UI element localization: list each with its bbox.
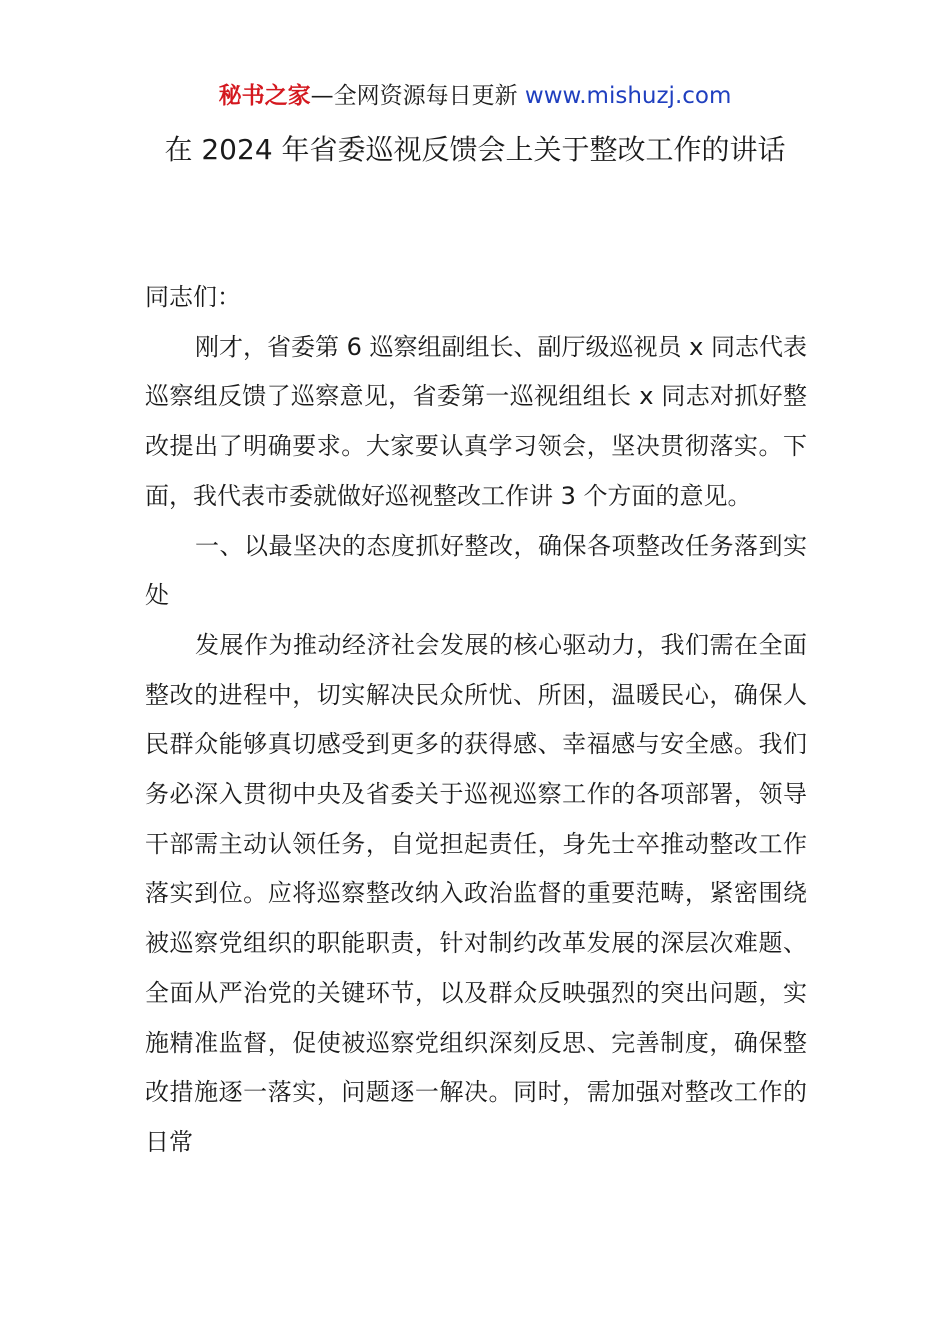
section-heading-1: 一、以最坚决的态度抓好整改，确保各项整改任务落到实处 bbox=[145, 531, 807, 610]
site-url-link[interactable]: www.mishuzj.com bbox=[524, 83, 732, 109]
site-brand: 秘书之家 bbox=[218, 83, 311, 109]
document-title: 在 2024 年省委巡视反馈会上关于整改工作的讲话 bbox=[164, 133, 786, 166]
paragraph-intro: 刚才，省委第 6 巡察组副组长、副厅级巡视员 x 同志代表巡察组反馈了巡察意见，省委第一巡视组组长 x 同志对抓好整改提出了明确要求。大家要认真学习领会，坚决贯彻落实。下面，我代表市委就做好巡视整改工作讲 3 个方面的意见。 bbox=[145, 332, 807, 510]
document-body bbox=[145, 273, 807, 1168]
site-header bbox=[0, 80, 950, 112]
salutation: 同志们： bbox=[145, 283, 241, 311]
site-tagline: —全网资源每日更新 bbox=[310, 83, 525, 109]
paragraph-body: 发展作为推动经济社会发展的核心驱动力，我们需在全面整改的进程中，切实解决民众所忧、所困，温暖民心，确保人民群众能够真切感受到更多的获得感、幸福感与安全感。我们务必深入贯彻中央及省委关于巡视巡察工作的各项部署，领导干部需主动认领任务，自觉担起责任，身先士卒推动整改工作落实到位。应将巡察整改纳入政治监督的重要范畴，紧密围绕被巡察党组织的职能职责，针对制约改革发展的深层次难题、全面从严治党的关键环节，以及群众反映强烈的突出问题，实施精准监督，促使被巡察党组织深刻反思、完善制度，确保整改措施逐一落实，问题逐一解决。同时，需加强对整改工作的日常 bbox=[145, 630, 807, 1156]
